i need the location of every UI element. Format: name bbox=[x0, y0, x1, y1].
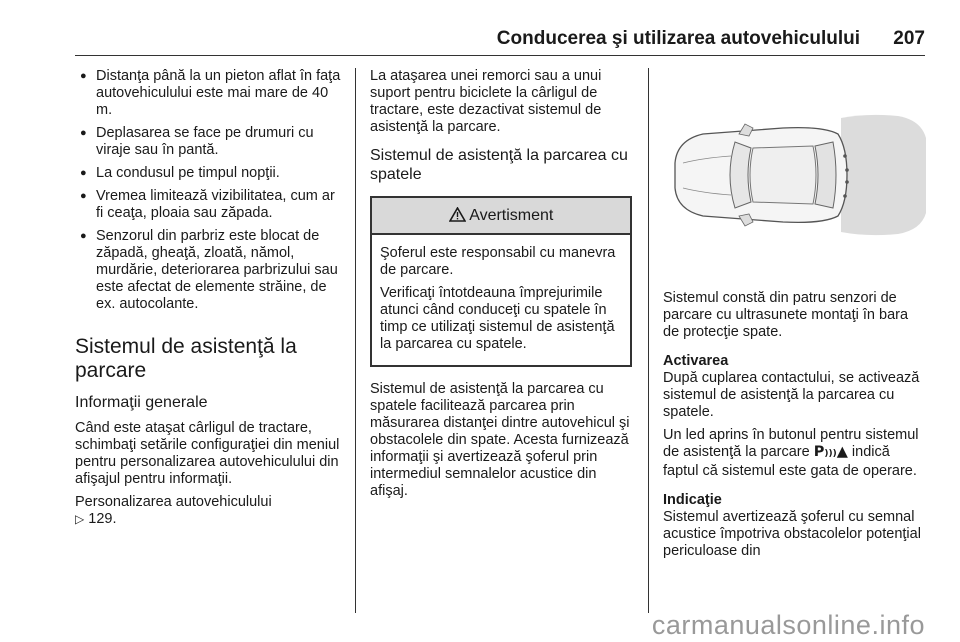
list-item: ● Vremea limitează vizibilitatea, cum ar fi ceaţa, ploaia sau zăpada. bbox=[75, 188, 345, 222]
conditions-list bbox=[75, 68, 345, 313]
column-middle bbox=[370, 68, 632, 506]
paragraph: Sistemul avertizează şoferul cu semnal acustice împotriva obstacolelor potenţial periculoase din bbox=[663, 509, 921, 559]
column-right bbox=[663, 68, 928, 566]
list-item: ● Distanţa până la un pieton aflat în faţa autovehiculului este mai mare de 40 m. bbox=[75, 68, 345, 119]
page-header-title: Conducerea şi utilizarea autovehiculului bbox=[496, 28, 860, 49]
list-item: ● La condusul pe timpul nopţii. bbox=[75, 165, 345, 182]
subheading-activation: Activarea bbox=[663, 353, 729, 369]
paragraph: Când este ataşat cârligul de tractare, schimbaţi setările configuraţiei din meniul pentru personalizarea autovehiculului din afişajul pentru informaţii. bbox=[75, 420, 340, 487]
paragraph: Sistemul constă din patru senzori de parcare cu ultrasunete montaţi în bara de protecţie spate. bbox=[663, 290, 909, 340]
sensor-zone bbox=[841, 115, 926, 235]
warning-box bbox=[370, 196, 632, 367]
led-text: Un led aprins în butonul pentru sistemul de asistenţă la parcare bbox=[663, 427, 919, 460]
page-reference-link[interactable]: 129. bbox=[88, 511, 117, 527]
column-left bbox=[75, 68, 345, 534]
paragraph-reference bbox=[75, 494, 345, 528]
subheading-general-info: Informaţii generale bbox=[75, 394, 208, 411]
warning-text: Şoferul este responsabil cu manevra de parcare. bbox=[380, 245, 616, 278]
section-heading: Sistemul de asistenţă la parcare bbox=[75, 335, 297, 382]
paragraph: La ataşarea unei remorci sau a unui suport pentru biciclete la cârligul de tractare, este dezactivat sistemul de asistenţă la parcare. bbox=[370, 68, 602, 135]
paragraph: După cuplarea contactului, se activează sistemul de asistenţă la parcarea cu spatele. bbox=[663, 370, 920, 420]
list-item: ● Senzorul din parbriz este blocat de zăpadă, gheaţă, zloată, nămol, murdărie, deteriorarea parbrizului sau este afectat de elemente străine, de ex. autocolante. bbox=[75, 228, 345, 313]
page-number: 207 bbox=[893, 28, 925, 49]
list-item: ● Deplasarea se face pe drumuri cu viraje sau în pantă. bbox=[75, 125, 345, 159]
warning-title: Avertisment bbox=[469, 207, 554, 224]
paragraph-led bbox=[663, 427, 928, 480]
led-text-end: indică faptul că sistemul este gata de operare. bbox=[663, 444, 917, 479]
watermark-text: carmanualsonline.info bbox=[651, 610, 925, 640]
subheading-indication: Indicaţie bbox=[663, 492, 722, 508]
warning-body bbox=[372, 235, 630, 365]
car-illustration bbox=[663, 68, 926, 280]
warning-header bbox=[372, 198, 630, 235]
subheading-rear-parking: Sistemul de asistenţă la parcarea cu spatele bbox=[370, 147, 628, 183]
arrow-ref-icon: ▷ bbox=[75, 512, 85, 526]
page-header bbox=[75, 28, 925, 50]
parking-assist-icon: P)))▲ bbox=[813, 444, 848, 460]
car-top-view-figure bbox=[663, 68, 926, 280]
reference-text: Personalizarea autovehiculului bbox=[75, 494, 272, 510]
column-divider bbox=[355, 68, 356, 613]
header-divider bbox=[75, 55, 925, 56]
warning-text: Verificaţi întotdeauna împrejurimile atunci când conduceţi cu spatele în timp ce utilizaţi sistemul de asistenţă la parcarea cu spatele. bbox=[380, 285, 615, 352]
paragraph: Sistemul de asistenţă la parcarea cu spatele facilitează parcarea prin măsurarea distanţei dintre autovehicul şi obstacolele din spate. Acesta furnizează informaţii şi avertizează şoferul prin intermediul semnalelor acustice din afişaj. bbox=[370, 381, 630, 499]
column-divider bbox=[648, 68, 649, 613]
warning-triangle-icon bbox=[449, 207, 470, 224]
